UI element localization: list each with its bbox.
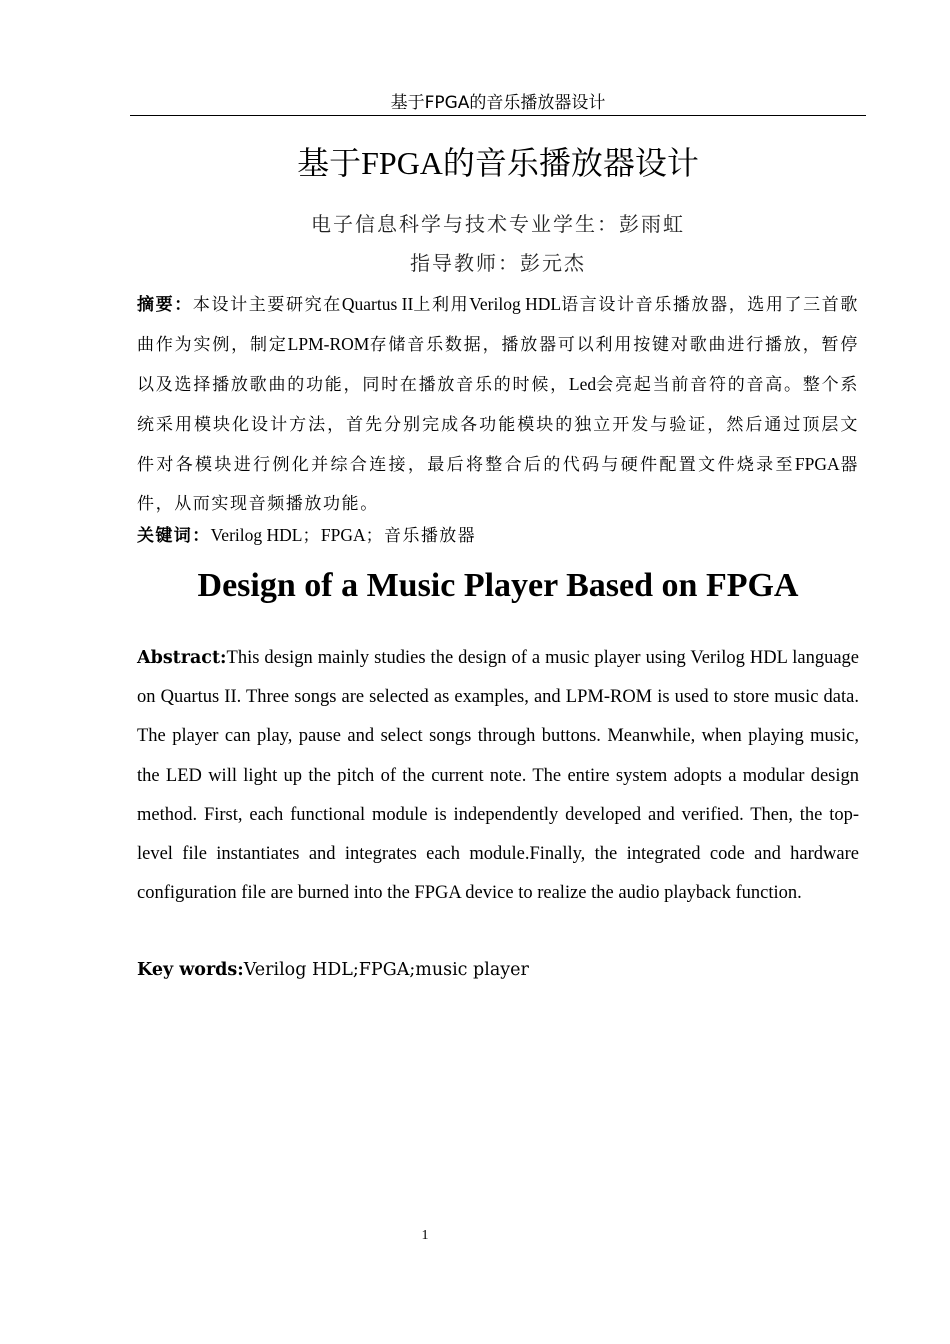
keyword-separator: ；	[365, 526, 385, 546]
english-keywords-label: Key words:	[137, 960, 244, 980]
abstract-latin-term: Quartus II	[341, 294, 414, 314]
running-header: 基于FPGA的音乐播放器设计	[390, 93, 606, 113]
english-keywords	[137, 955, 859, 985]
keyword: Verilog HDL	[210, 525, 303, 545]
english-abstract-text: This design mainly studies the design of a music player using Verilog HDL language on Quartus II. Three songs are selected as examples, and LPM-ROM is used to store music data. The player can play, pause and select songs through buttons. Meanwhile, when playing music, the LED will light up the pitch of the current note. The entire system adopts a modular design method. First, each functional module is independently developed and verified. Then, the top-level file instantiates and integrates each module.Finally, the integrated code and hardware configuration file are burned into the FPGA device to realize the audio playback function.	[137, 648, 859, 904]
abstract-latin-term: Led	[568, 374, 597, 395]
abstract-segment: 语言设计音乐播放器，选用了三首歌曲作为实例，制定	[137, 295, 860, 356]
keyword-separator: ；	[302, 526, 321, 546]
header-rule	[130, 115, 866, 116]
chinese-title-part-3: 的音乐播放器设计	[442, 144, 699, 182]
chinese-abstract-label: 摘要：	[137, 295, 193, 315]
abstract-latin-term: LPM-ROM	[287, 334, 370, 355]
chinese-title-part-1: 基于	[297, 144, 362, 182]
chinese-keywords-label: 关键词：	[137, 526, 211, 546]
keyword: 音乐播放器	[384, 526, 477, 546]
chinese-keywords	[137, 520, 859, 551]
advisor-line: 指导教师：彭元杰	[410, 251, 586, 275]
chinese-abstract	[137, 285, 859, 524]
keyword: FPGA	[320, 525, 366, 545]
author-line: 电子信息科学与技术专业学生：彭雨虹	[311, 212, 685, 236]
abstract-segment: 上利用	[413, 295, 470, 315]
english-keywords-text: Verilog HDL;FPGA;music player	[243, 960, 529, 980]
abstract-segment: 器件，从而实现音频播放功能。	[137, 454, 859, 515]
abstract-segment: 存储音乐数据，播放器可以利用按键对歌曲进行播放，暂停以及选择播放歌曲的功能，同时在播放音乐的时候，	[137, 335, 859, 396]
english-title: Design of a Music Player Based on FPGA	[197, 567, 799, 604]
chinese-title	[130, 140, 866, 186]
page-number: 1	[421, 1228, 429, 1243]
abstract-segment: 会亮起当前音符的音高。整个系统采用模块化设计方法，首先分别完成各功能模块的独立开发与验证，然后通过顶层文件对各模块进行例化并综合连接，最后将整合后的代码与硬件配置文件烧录至	[137, 375, 859, 475]
abstract-segment: 本设计主要研究在	[192, 295, 342, 315]
abstract-latin-term: FPGA	[794, 453, 840, 474]
english-abstract-label: Abstract:	[137, 648, 227, 668]
chinese-title-part-2: FPGA	[361, 145, 443, 181]
english-abstract	[137, 639, 859, 913]
abstract-latin-term: Verilog HDL	[469, 294, 562, 314]
